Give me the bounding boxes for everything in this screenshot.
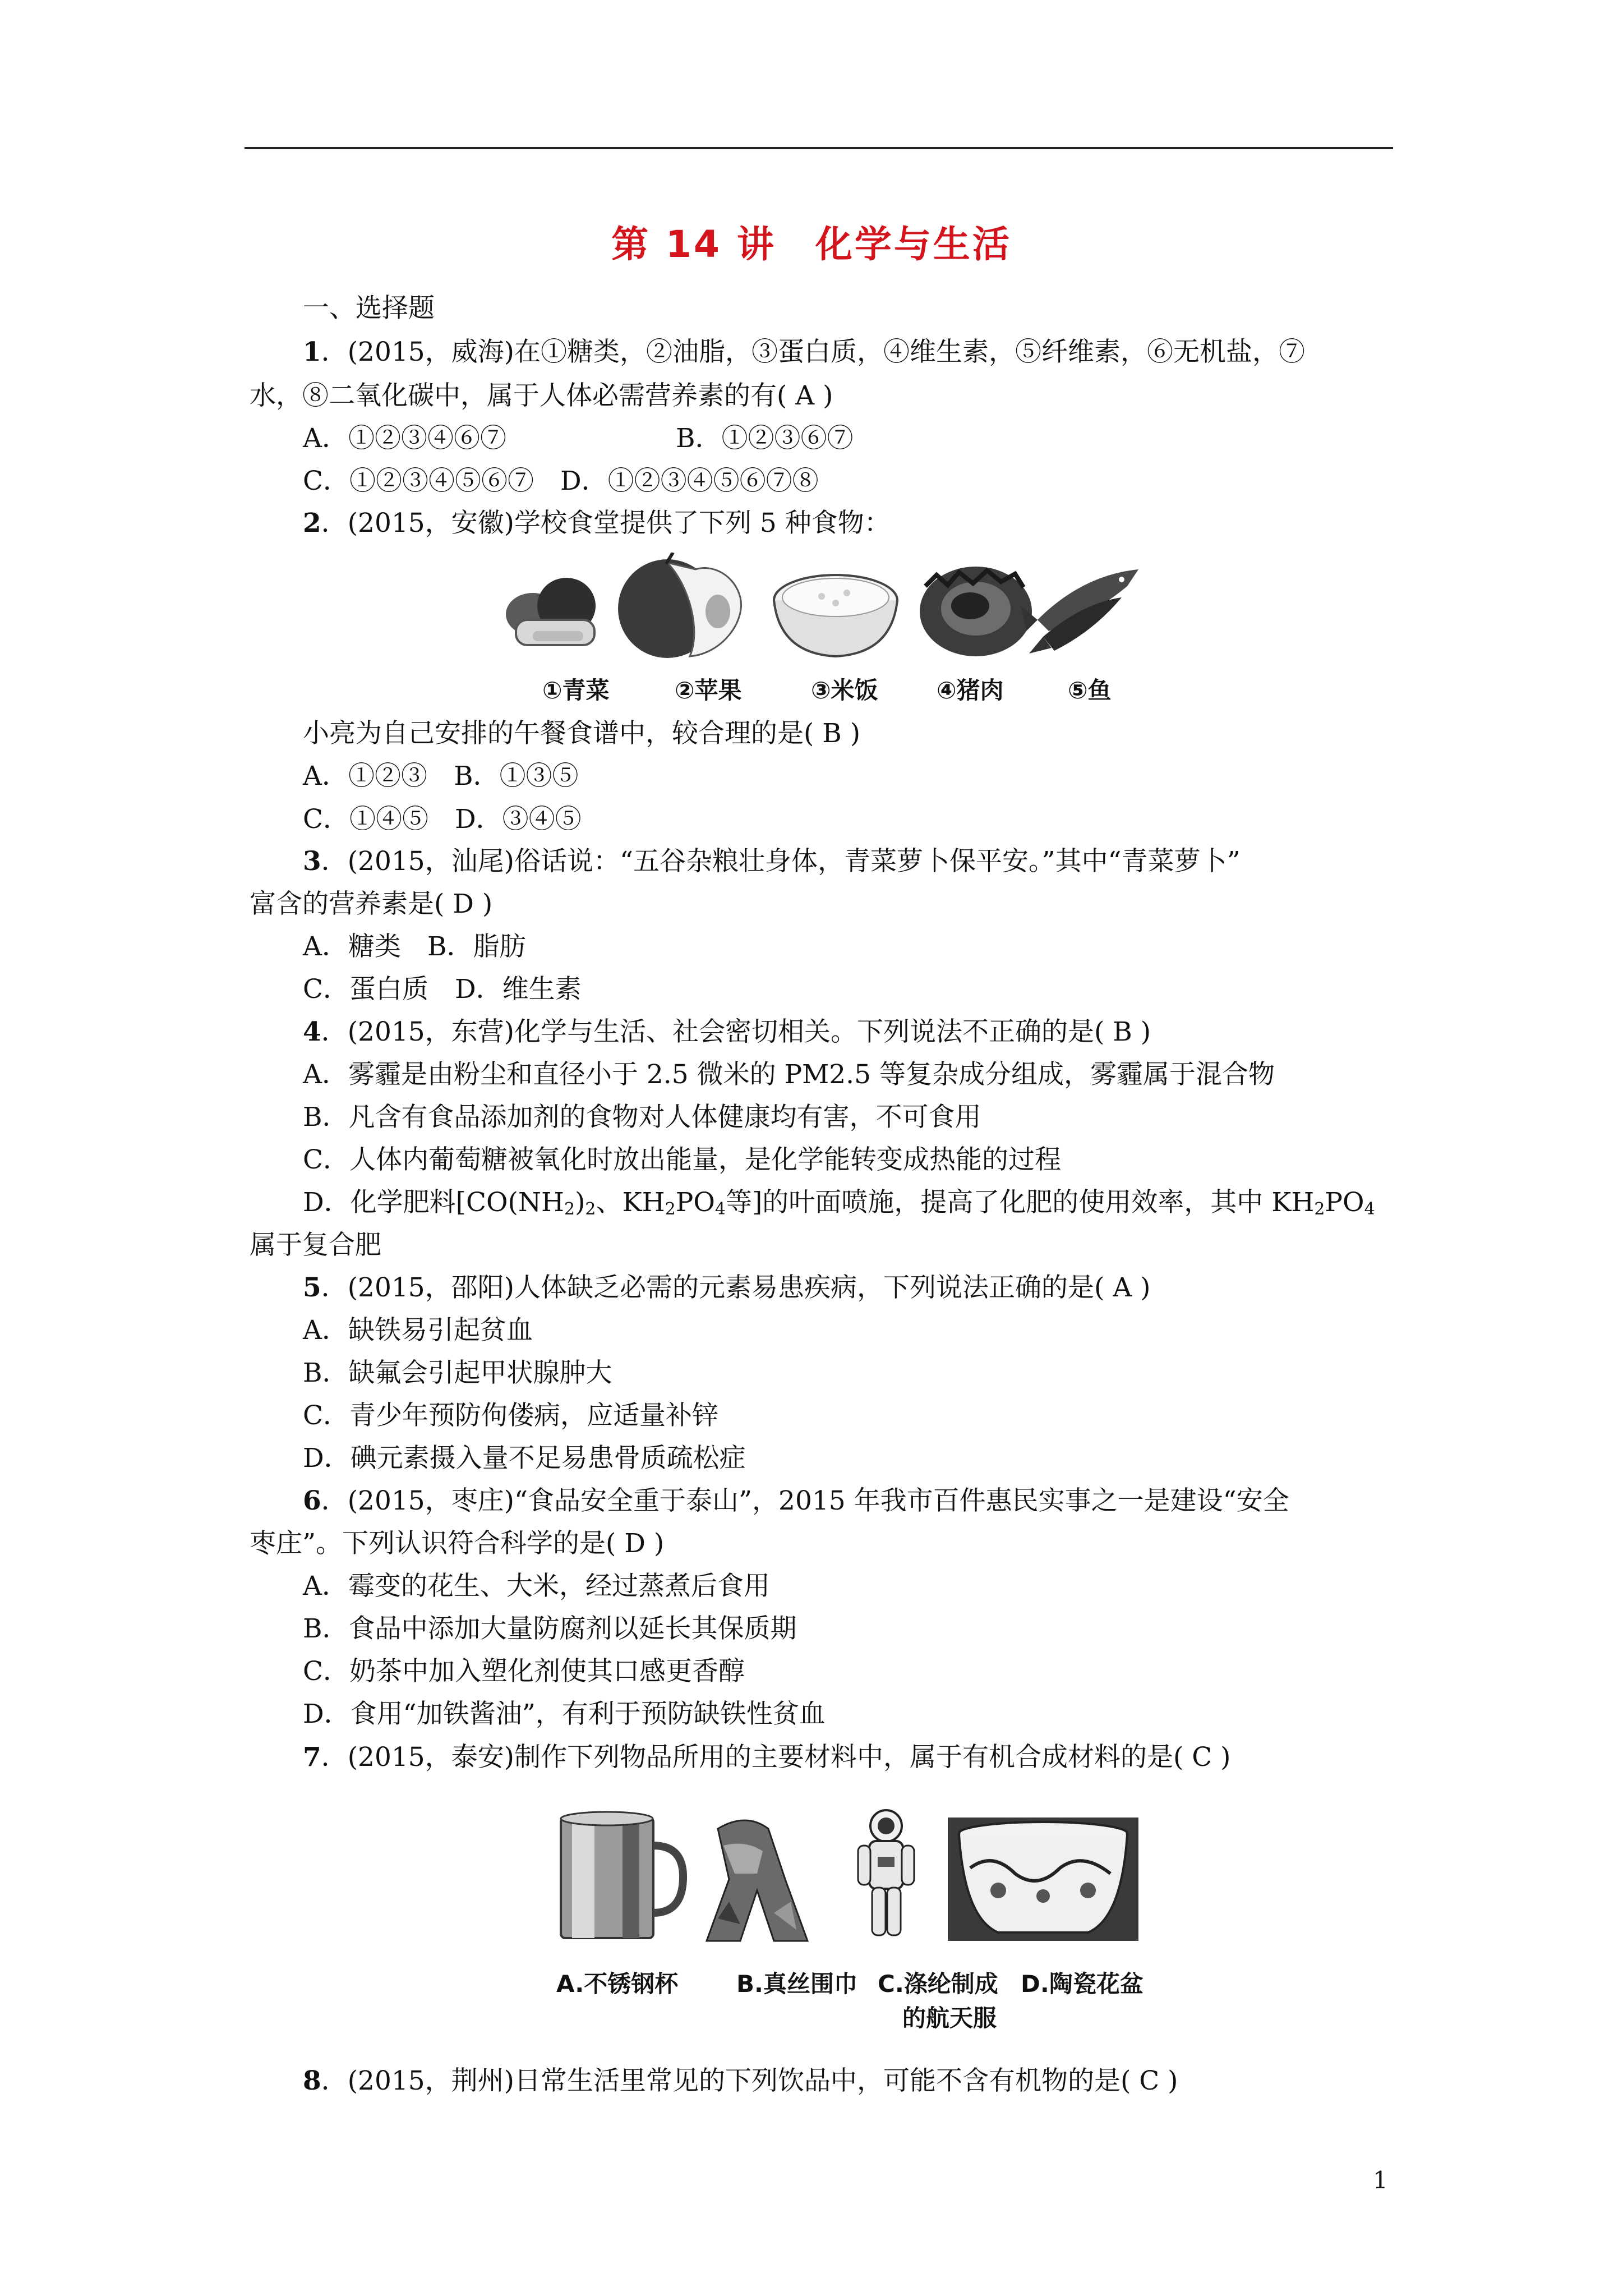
- question-1-line2: 水，⑧二氧化碳中，属于人体必需营养素的有( A ): [250, 380, 833, 411]
- cabbage-image: [506, 578, 596, 645]
- question-3: 3．(2015，汕尾)俗话说：“五谷杂粮壮身体，青菜萝卜保平安。”其中“青菜萝卜”: [303, 846, 1241, 877]
- question-7: 7．(2015，泰安)制作下列物品所用的主要材料中，属于有机合成材料的是( C ): [303, 1742, 1231, 1773]
- pork-image: [920, 567, 1032, 656]
- q5-option-a: A．缺铁易引起贫血: [303, 1315, 533, 1346]
- food-caption-5: ⑤鱼: [1068, 677, 1112, 704]
- question-2-line2: 小亮为自己安排的午餐食谱中，较合理的是( B ): [303, 718, 861, 749]
- silk-scarf-image: [707, 1820, 808, 1941]
- q2-options-ab: A．①②③ B．①③⑤: [303, 761, 579, 792]
- material-caption-c-line2: 的航天服: [902, 2004, 997, 2032]
- q1-options-cd: C．①②③④⑤⑥⑦ D．①②③④⑤⑥⑦⑧: [303, 466, 819, 496]
- q4-option-d-line2: 属于复合肥: [250, 1230, 381, 1260]
- question-3-line2: 富含的营养素是( D ): [250, 889, 493, 919]
- ceramic-pot-image: [948, 1818, 1138, 1941]
- header-rule: [245, 147, 1393, 149]
- q4-option-c: C．人体内葡萄糖被氧化时放出能量，是化学能转变成热能的过程: [303, 1144, 1061, 1175]
- q4-option-d: D．化学肥料[$CO(NH_2)_2$、$KH_2PO_4$等]的叶面喷施，提高了化肥的使用效率，其中 $KH_2PO_4$: [303, 1187, 1375, 1219]
- material-caption-c: C.涤纶制成: [878, 1970, 998, 1998]
- q5-option-c: C．青少年预防佝偻病，应适量补锌: [303, 1400, 718, 1431]
- q6-option-d: D．食用“加铁酱油”，有利于预防缺铁性贫血: [303, 1699, 826, 1729]
- q6-option-c: C．奶茶中加入塑化剂使其口感更香醇: [303, 1656, 745, 1687]
- material-caption-d: D.陶瓷花盆: [1021, 1970, 1144, 1998]
- q2-options-cd: C．①④⑤ D．③④⑤: [303, 804, 582, 835]
- fish-image: [1021, 569, 1138, 654]
- q6-option-b: B．食品中添加大量防腐剂以延长其保质期: [303, 1613, 797, 1644]
- question-6-line2: 枣庄”。下列认识符合科学的是( D ): [250, 1528, 665, 1559]
- material-caption-b: B.真丝围巾: [736, 1970, 857, 1998]
- food-images: [499, 553, 1138, 665]
- page-title: 第 14 讲 化学与生活: [611, 223, 1012, 266]
- q1-option-a: A．①②③④⑥⑦: [303, 423, 506, 454]
- q1-option-b: B．①②③⑥⑦: [676, 423, 854, 454]
- food-caption-3: ③米饭: [811, 677, 878, 704]
- q4-option-a: A．雾霾是由粉尘和直径小于 2.5 微米的 PM2.5 等复杂成分组成，雾霾属于混合物: [303, 1059, 1275, 1090]
- q5-option-b: B．缺氟会引起甲状腺肿大: [303, 1358, 612, 1388]
- page-number: 1: [1373, 2166, 1388, 2194]
- question-8: 8．(2015，荆州)日常生活里常见的下列饮品中，可能不含有机物的是( C ): [303, 2065, 1178, 2096]
- apple-image: [618, 553, 741, 658]
- question-6: 6．(2015，枣庄)“食品安全重于泰山”，2015 年我市百件惠民实事之一是建设“安全: [303, 1485, 1289, 1516]
- question-1: 1．(2015，威海)在①糖类，②油脂，③蛋白质，④维生素，⑤纤维素，⑥无机盐，⑦: [303, 337, 1305, 367]
- q6-option-a: A．霉变的花生、大米，经过蒸煮后食用: [303, 1571, 770, 1602]
- question-2: 2．(2015，安徽)学校食堂提供了下列 5 种食物：: [303, 508, 891, 539]
- question-5: 5．(2015，邵阳)人体缺乏必需的元素易患疾病，下列说法正确的是( A ): [303, 1272, 1151, 1303]
- food-caption-2: ②苹果: [675, 677, 742, 704]
- q3-options-ab: A．糖类 B．脂肪: [303, 931, 526, 962]
- food-caption-4: ④猪肉: [937, 677, 1004, 704]
- steel-cup-image: [561, 1812, 683, 1938]
- material-caption-a: A.不锈钢杯: [556, 1970, 679, 1998]
- question-4: 4．(2015，东营)化学与生活、社会密切相关。下列说法不正确的是( B ): [303, 1016, 1151, 1047]
- spacesuit-image: [858, 1810, 914, 1935]
- q3-options-cd: C．蛋白质 D．维生素: [303, 974, 582, 1005]
- q4-option-b: B．凡含有食品添加剂的食物对人体健康均有害，不可食用: [303, 1102, 981, 1133]
- q5-option-d: D．碘元素摄入量不足易患骨质疏松症: [303, 1443, 746, 1474]
- section-heading: 一、选择题: [303, 293, 435, 324]
- food-caption-1: ①青菜: [542, 677, 610, 704]
- rice-bowl-image: [774, 575, 897, 656]
- material-images: [555, 1806, 1161, 1947]
